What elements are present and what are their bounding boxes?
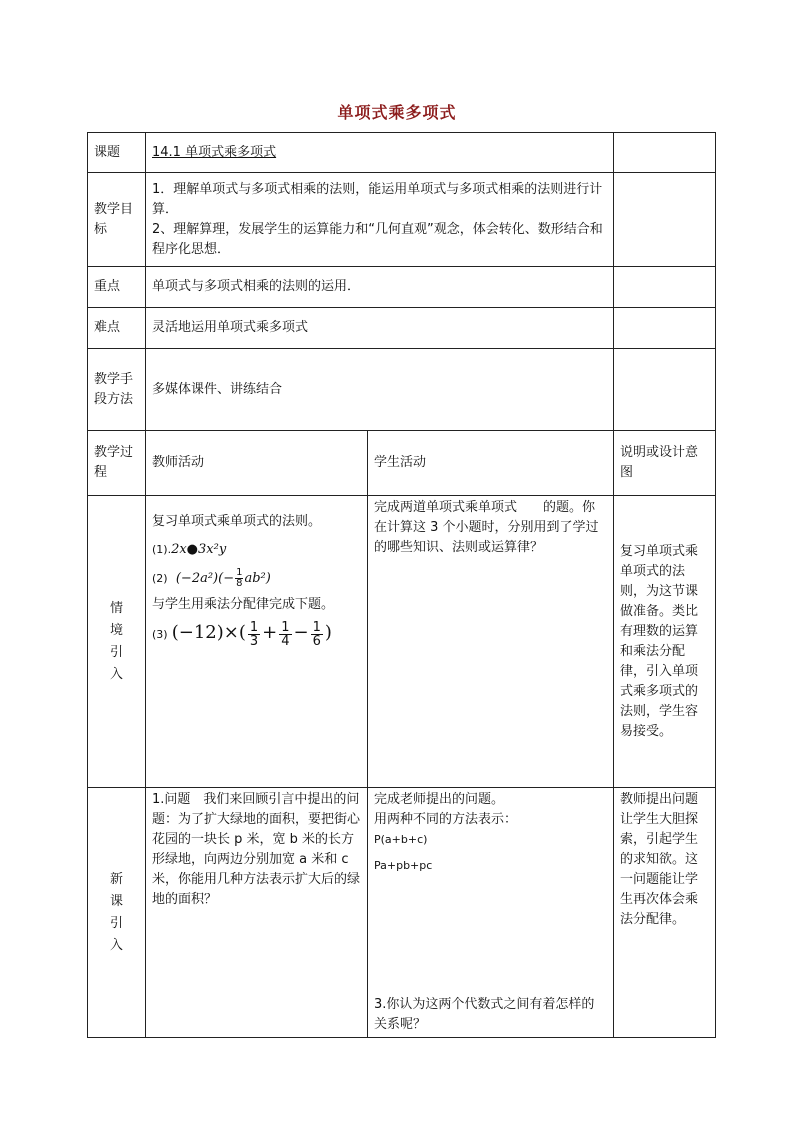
method-empty-cell: [614, 349, 716, 431]
new-lesson-label: 新课引入: [88, 788, 146, 1038]
exercise-3-f3-num: 1: [312, 620, 321, 635]
exercise-2-expr-b: ab²): [244, 571, 271, 586]
difficulty-label: 难点: [88, 308, 146, 349]
intro-student-cell: 完成两道单项式乘单项式 的题。你在计算这 3 个小题时，分别用到了学过的哪些知识、法则或运算律？: [368, 496, 614, 788]
exercise-3-f2-num: 1: [281, 620, 290, 635]
exercise-2-frac-den: 8: [236, 578, 243, 589]
exercise-3-f1-den: 3: [249, 634, 259, 649]
exercise-3-label: (3): [152, 628, 168, 641]
page-title: 单项式乘多项式: [337, 103, 457, 122]
note-header: 说明或设计意图: [614, 431, 716, 496]
exercise-1-expr: 2x●3x²y: [171, 542, 227, 557]
row-goals: [88, 173, 716, 267]
new-lesson-teacher-cell: 1.问题 我们来回顾引言中提出的问题：为了扩大绿地的面积，要把街心花园的一块长 p 米，宽 b 米的长方形绿地，向两边分别加宽 a 米和 c 米，你能用几种方法表示扩大后的绿地的面积？: [146, 788, 368, 1038]
row-topic: [88, 133, 716, 173]
exercise-3-fraction-1: [248, 621, 260, 648]
exercise-2-fraction: [235, 568, 243, 589]
goals-empty-cell: [614, 173, 716, 267]
key-point-empty-cell: [614, 267, 716, 308]
intro-label: 情境引入: [88, 496, 146, 788]
exercise-3: [152, 621, 361, 648]
exercise-2-frac-num: 1: [236, 567, 243, 578]
goal-line-2: 2、理解算理，发展学生的运算能力和“几何直观”观念，体会转化、数形结合和程序化思想．: [152, 221, 603, 257]
exercise-2-label: (2): [152, 572, 168, 585]
intro-teacher-cell: [146, 496, 368, 788]
new-lesson-student-text-2: 用两种不同的方法表示：: [374, 812, 518, 827]
exercise-3-op-2: −: [293, 622, 309, 643]
row-difficulty: [88, 308, 716, 349]
exercise-3-f3-den: 6: [312, 634, 321, 649]
exercise-2: [152, 568, 361, 589]
topic-value: 14.1 单项式乘多项式: [146, 133, 614, 173]
intro-teacher-text-1: 复习单项式乘单项式的法则。: [152, 514, 322, 529]
topic-empty-cell: [614, 133, 716, 173]
row-new-lesson: [88, 788, 716, 1038]
exercise-1: [152, 540, 361, 560]
intro-teacher-text-2: 与学生用乘法分配律完成下题。: [152, 597, 335, 612]
lesson-plan-table: [87, 132, 716, 1038]
intro-note-cell: 复习单项式乘单项式的法则，为这节课做准备。类比有理数的运算和乘法分配律，引入单项式乘多项式的法则，学生容易接受。: [614, 496, 716, 788]
difficulty-empty-cell: [614, 308, 716, 349]
row-method: [88, 349, 716, 431]
teacher-activity-header: 教师活动: [146, 431, 368, 496]
exercise-3-fraction-3: [311, 621, 323, 648]
exercise-3-fraction-2: [279, 621, 291, 648]
topic-label: 课题: [88, 133, 146, 173]
row-process-header: [88, 431, 716, 496]
student-activity-header: 学生活动: [368, 431, 614, 496]
method-label: 教学手段方法: [88, 349, 146, 431]
method-value: 多媒体课件、讲练结合: [146, 349, 614, 431]
goals-value: [146, 173, 614, 267]
formula-2: Pa+pb+pc: [374, 859, 433, 872]
exercise-3-f1-num: 1: [249, 620, 259, 635]
exercise-3-expr-a: (−12)×(: [171, 622, 246, 643]
new-lesson-note-cell: 教师提出问题让学生大胆探索，引起学生的求知欲。这一问题能让学生再次体会乘法分配律。: [614, 788, 716, 1038]
new-lesson-student-cell: [368, 788, 614, 1038]
row-intro: [88, 496, 716, 788]
exercise-3-expr-b: ): [324, 622, 332, 643]
new-lesson-student-text-3: 3.你认为这两个代数式之间有着怎样的关系呢？: [374, 997, 595, 1032]
formula-1: P(a+b+c): [374, 833, 428, 846]
exercise-3-op-1: +: [262, 622, 278, 643]
key-point-value: 单项式与多项式相乘的法则的运用．: [146, 267, 614, 308]
key-point-label: 重点: [88, 267, 146, 308]
exercise-1-label: (1).: [152, 543, 172, 556]
exercise-3-f2-den: 4: [281, 634, 290, 649]
difficulty-value: 灵活地运用单项式乘多项式: [146, 308, 614, 349]
goal-line-1: 1．理解单项式与多项式相乘的法则，能运用单项式与多项式相乘的法则进行计算．: [152, 181, 603, 217]
row-key-point: [88, 267, 716, 308]
process-label: 教学过程: [88, 431, 146, 496]
exercise-2-expr-a: (−2a²)(−: [175, 571, 235, 586]
new-lesson-student-text-1: 完成老师提出的问题。: [374, 792, 505, 807]
goals-label: 教学目标: [88, 173, 146, 267]
